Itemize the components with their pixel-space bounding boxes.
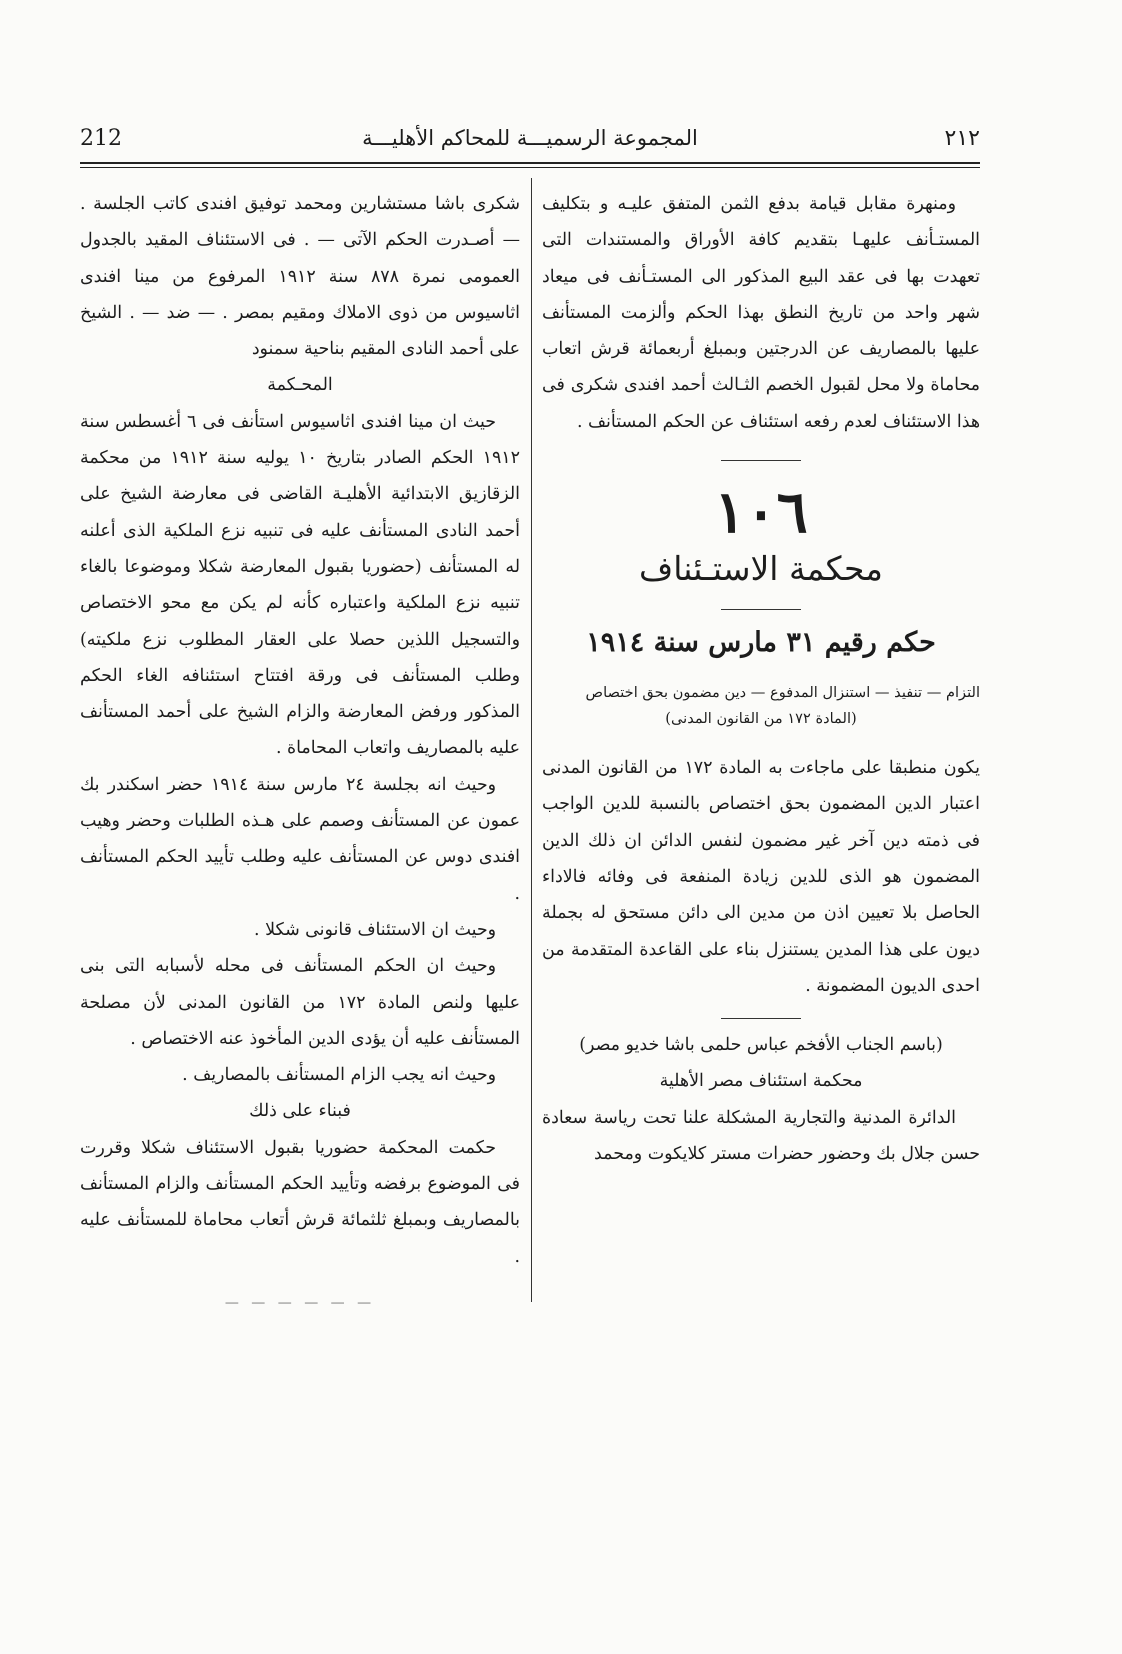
continuation-paragraph: ومنهرة مقابل قيامة بدفع الثمن المتفق عليـه و بتكليف المستـأنف عليهـا بتقديم كافة الأوراق والمستندات التى تعهدت بها فى عقد البيع المذكور الى المستـأنف فى ميعاد شهر واحد من تاريخ النطق بهذا الحكم وألزمت المستأنف عليها بالمصاريف عن الدرجتين وبمبلغ أربعمائة قرش اتعاب محاماة ولا محل لقبول الخصم الثـالث أحمد افندى شكرى فى هذا الاستئناف لعدم رفعه استئناف عن الحكم المستأنف .: [542, 194, 980, 432]
body-paragraph: وحيث انه بجلسة ٢٤ مارس سنة ١٩١٤ حضر اسكندر بك عمون عن المستأنف وصمم على هـذه الطلبات وحضر وهيب افندى دوس عن المستأنف عليه وطلب تأييد الحكم المستأنف .: [80, 774, 520, 904]
intro-paragraph: شكرى باشا مستشارين ومحمد توفيق افندى كاتب الجلسة . — أصـدرت الحكم الآتى — . فى الاستئناف المقيد بالجدول العمومى نمرة ٨٧٨ سنة ١٩١٢ المرفوع من مينا افندى اثاسيوس من ذوى الاملاك ومقيم بمصر . — ضد — . الشيخ على أحمد النادى المقيم بناحية سمنود: [80, 194, 520, 360]
column-divider: [531, 178, 532, 1302]
court-label: المحـكمة: [267, 375, 333, 396]
body-paragraph: وحيث انه يجب الزام المستأنف بالمصاريف .: [182, 1065, 496, 1086]
keywords-article: (المادة ١٧٢ من القانون المدنى): [665, 710, 857, 728]
body-paragraph: حيث ان مينا افندى اثاسيوس استأنف فى ٦ أغسطس سنة ١٩١٢ الحكم الصادر بتاريخ ١٠ يوليه سنة ١٩١٢ من محكمة الزقازيق الابتدائية الأهليـة القاضى فى معارضة الشيخ على أحمد النادى المستأنف عليه فى تنبيه نزع الملكية الذى أعلنه له المستأنف (حضوريا بقبول المعارضة شكلا وموضوعا بالغاء تنبيه نزع الملكية واعتباره كأنه لم يكن مع محو الاختصاص والتسجيل اللذين حصلا على العقار المطلوب نزع ملكيته) وطلب المستأنف فى ورقة افتتاح استئنافه الغاء الحكم المذكور ورفض المعارضة والزام الشيخ على أحمد المستأنف عليه بالمصاريف واتعاب المحاماة .: [80, 411, 520, 759]
left-column: [80, 186, 520, 1311]
body-paragraph: وحيث ان الحكم المستأنف فى محله لأسبابه التى بنى عليها ولنص المادة ١٧٢ من القانون المدنى لأن مصلحة المستأنف عليه أن يؤدى الدين المأخوذ عنه الاختصاص .: [80, 956, 520, 1049]
page-number-arabic: ٢١٢: [944, 126, 980, 151]
page-number-latin: 212: [80, 126, 122, 151]
page-header: [80, 126, 980, 166]
therefore-label: فبناء على ذلك: [249, 1101, 351, 1122]
body-paragraph: وحيث ان الاستئناف قانونى شكلا .: [254, 919, 496, 940]
invocation: (باسم الجناب الأفخم عباس حلمى باشا خديو مصر): [579, 1035, 943, 1056]
ruling-paragraph: حكمت المحكمة حضوريا بقبول الاستئناف شكلا وقررت فى الموضوع برفضه وتأييد الحكم المستأنف والزام المستأنف بالمصاريف وبمبلغ ثلثمائة قرش أتعاب محاماة للمستأنف عليه .: [80, 1137, 520, 1267]
court-name: محكمة استئناف مصر الأهلية: [659, 1071, 863, 1092]
court-composition: الدائرة المدنية والتجارية المشكلة علنا تحت رياسة سعادة حسن جلال بك وحضور حضرات مستر كلايكوت ومحمد: [542, 1107, 980, 1165]
case-number: ١٠٦: [714, 478, 808, 547]
headnote: يكون منطبقا على ماجاءت به المادة ١٧٢ من القانون المدنى اعتبار الدين المضمون بحق اختصاص بالنسبة للدين الواجب فى ذمته دين آخر غير مضمون لنفس الدائن ان ذلك الدين المضمون هو الذى للدين زيادة المنفعة فى وفائه فالاداء الحاصل بلا تعيين اذن من مدين الى دائن مستحق له بجملة ديون على هذا المدين يستنزل بناء على القاعدة المتقدمة من احدى الديون المضمونة .: [542, 758, 980, 996]
section-rule: [721, 609, 801, 610]
keywords-line: التزام — تنفيذ — استنزال المدفوع — دين مضمون بحق اختصاص: [585, 684, 980, 702]
right-column: [542, 186, 980, 1426]
judgment-title: حكم رقيم ٣١ مارس سنة ١٩١٤: [586, 627, 936, 659]
court-title: محكمة الاستـئناف: [639, 549, 883, 589]
end-mark: — — — — — —: [224, 1294, 376, 1311]
section-rule: [721, 1018, 801, 1019]
header-double-rule: [80, 162, 980, 168]
section-rule: [721, 460, 801, 461]
running-title: المجموعة الرسميـــة للمحاكم الأهليـــة: [362, 126, 698, 150]
